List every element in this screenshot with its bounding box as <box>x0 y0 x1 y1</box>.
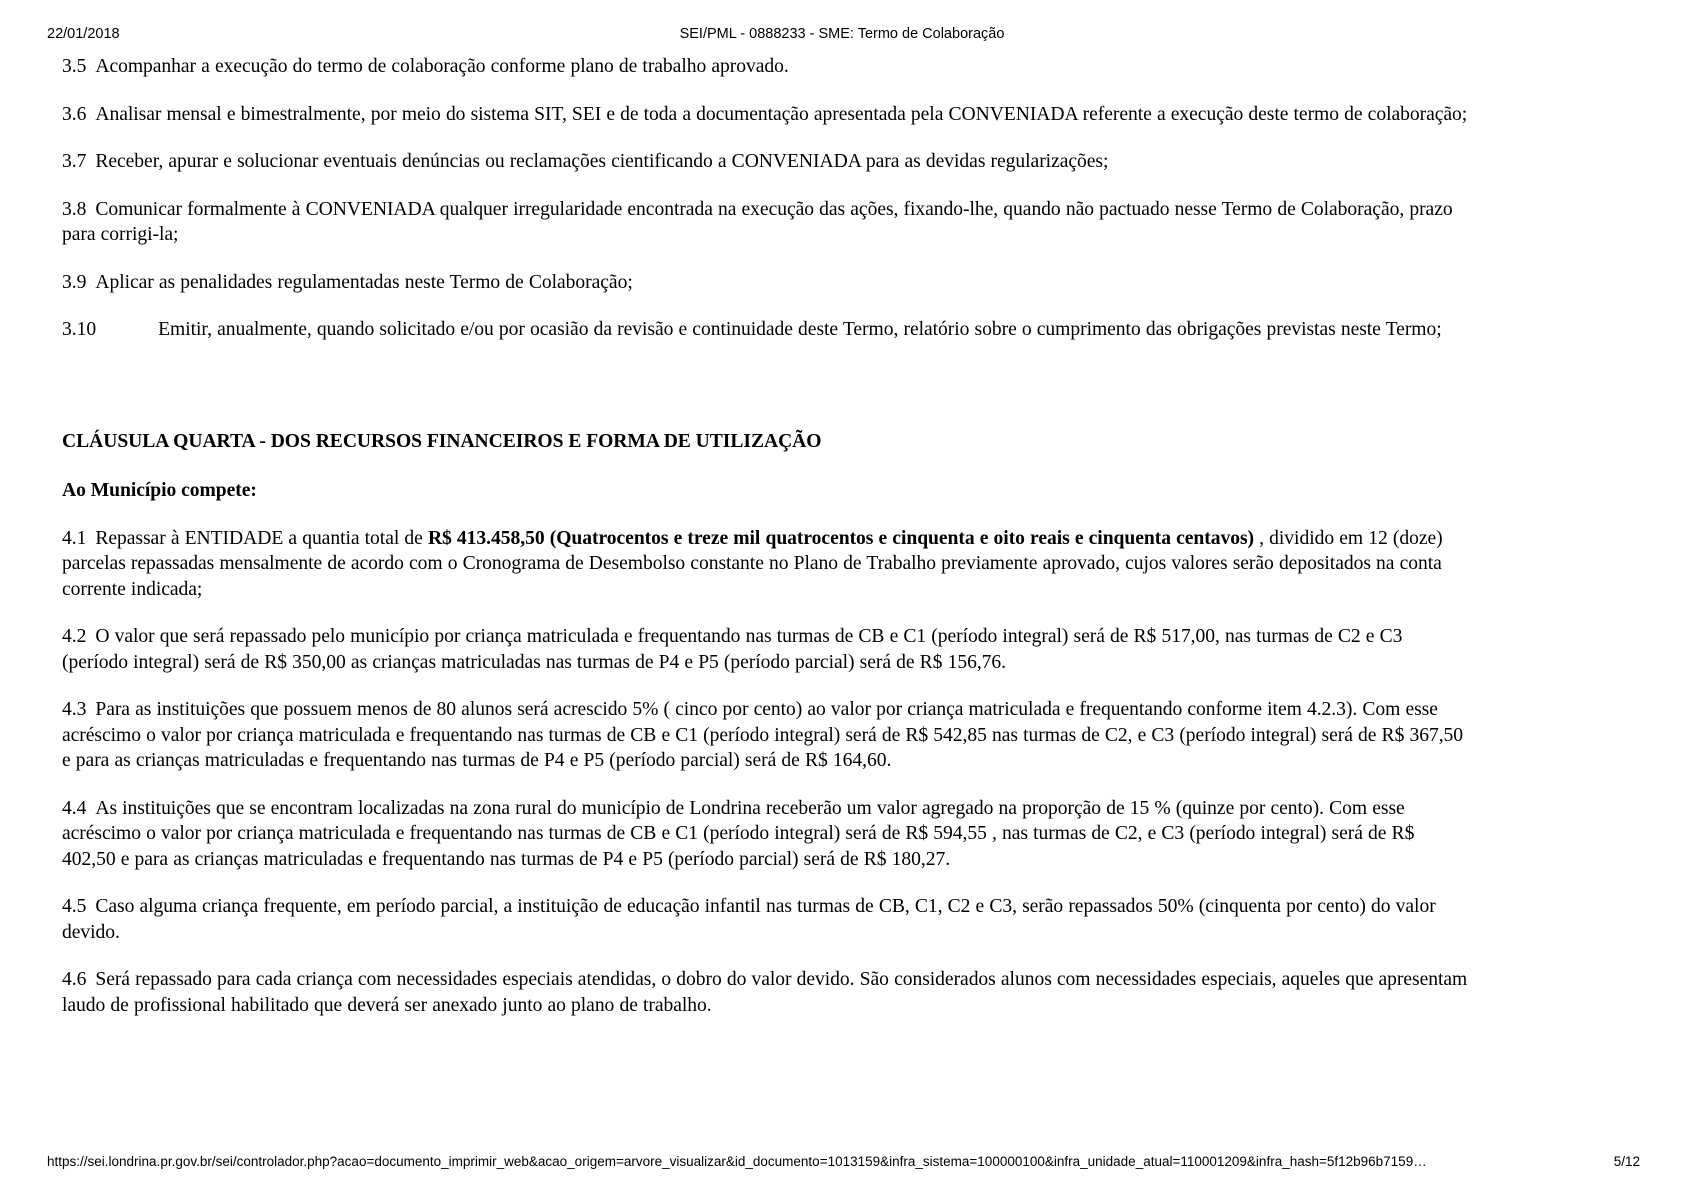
clause-item-4-3 <box>62 697 1470 774</box>
item-number: 3.9 <box>62 271 87 293</box>
sub-heading-municipio: Ao Município compete: <box>62 480 257 501</box>
item-text: Receber, apurar e solucionar eventuais denúncias ou reclamações cientificando a CONVENIADA para as devidas regularizações; <box>95 151 1109 172</box>
item-text: Para as instituições que possuem menos de 80 alunos será acrescido 5% ( cinco por cento) ao valor por criança matriculada e frequentando conforme item 4.2.3). Com esse acréscimo o valor por criança matriculada e frequentando nas turmas de CB e C1 (período integral) será de R$ 542,85 nas turmas de C2, e C3 (período integral) será de R$ 367,50 e para as crianças matriculadas e frequentando nas turmas de P4 e P5 (período parcial) será de R$ 164,60. <box>62 699 1464 771</box>
item-text: Analisar mensal e bimestralmente, por meio do sistema SIT, SEI e de toda a documentação apresentada pela CONVENIADA referente a execução deste termo de colaboração; <box>95 103 1468 125</box>
clause-quarta-heading: CLÁUSULA QUARTA - DOS RECURSOS FINANCEIROS E FORMA DE UTILIZAÇÃO <box>62 430 822 452</box>
print-footer <box>0 1152 1684 1172</box>
item-text-before: Repassar à ENTIDADE a quantia total de <box>95 527 428 549</box>
clause-item-4-2 <box>62 624 1470 675</box>
clause-item-3-6 <box>62 102 1470 128</box>
item-text: Caso alguma criança frequente, em período parcial, a instituição de educação infantil nas turmas de CB, C1, C2 e C3, serão repassados 50% (cinquenta por cento) do valor devido. <box>62 896 1436 943</box>
item-text: Aplicar as penalidades regulamentadas neste Termo de Colaboração; <box>95 271 633 293</box>
item-text-after: , dividido em 12 (doze) parcelas repassadas mensalmente de acordo com o Cronograma de Desembolso constante no Plano de Trabalho previamente aprovado, cujos valores serão depositados na conta corrente indicada; <box>62 527 1443 600</box>
item-number: 4.2 <box>62 626 87 647</box>
clause-item-3-8 <box>62 197 1470 248</box>
item-number: 3.8 <box>62 198 87 220</box>
document-content <box>62 54 1470 1018</box>
clause-item-3-10 <box>62 317 1470 343</box>
header-document-title: SEI/PML - 0888233 - SME: Termo de Colaboração <box>679 26 1005 42</box>
item-number: 4.3 <box>62 699 87 720</box>
item-text: O valor que será repassado pelo município por criança matriculada e frequentando nas turmas de CB e C1 (período integral) será de R$ 517,00, nas turmas de C2 e C3 (período integral) será de R$ 350,00 as crianças matriculadas nas turmas de P4 e P5 (período parcial) será de R$ 156,76. <box>62 626 1403 673</box>
clause-item-3-7 <box>62 149 1470 175</box>
item-number: 3.10 <box>62 319 97 340</box>
item-number: 4.1 <box>62 527 87 549</box>
item-number: 3.6 <box>62 103 87 125</box>
clause-item-4-4 <box>62 796 1470 873</box>
item-text: As instituições que se encontram localizadas na zona rural do município de Londrina receberão um valor agregado na proporção de 15 % (quinze por cento). Com esse acréscimo o valor por criança matriculada e frequentando nas turmas de CB e C1 (período integral) será de R$ 594,55 , nas turmas de C2, e C3 (período integral) será de R$ 402,50 e para as crianças matriculadas e frequentando nas turmas de P4 e P5 (período parcial) será de R$ 180,27. <box>62 797 1415 870</box>
item-text: Será repassado para cada criança com necessidades especiais atendidas, o dobro do valor devido. São considerados alunos com necessidades especiais, aqueles que apresentam laudo de profissional habilitado que deverá ser anexado junto ao plano de trabalho. <box>62 969 1468 1016</box>
clause-item-3-5 <box>62 54 1470 80</box>
clause-item-4-6 <box>62 967 1470 1018</box>
footer-page-number: 5/12 <box>1613 1154 1640 1169</box>
item-number: 4.6 <box>62 969 87 990</box>
item-number: 3.7 <box>62 151 87 172</box>
item-text: Acompanhar a execução do termo de colaboração conforme plano de trabalho aprovado. <box>95 56 789 77</box>
clause-item-3-9 <box>62 270 1470 296</box>
print-header <box>0 24 1684 44</box>
item-amount-bold: R$ 413.458,50 (Quatrocentos e treze mil quatrocentos e cinquenta e oito reais e cinquenta centavos) <box>427 527 1260 549</box>
header-date: 22/01/2018 <box>47 26 120 42</box>
clause-item-4-5 <box>62 894 1470 945</box>
footer-source-url: https://sei.londrina.pr.gov.br/sei/controlador.php?acao=documento_imprimir_web&acao_origem=arvore_visualizar&id_documento=1013159&infra_sistema=100000100&infra_unidade_atual=110001209&infra_hash=5f12b96b7159… <box>47 1154 1427 1169</box>
item-text: Comunicar formalmente à CONVENIADA qualquer irregularidade encontrada na execução das ações, fixando-lhe, quando não pactuado nesse Termo de Colaboração, prazo para corrigi-la; <box>62 198 1453 245</box>
item-number: 4.5 <box>62 896 87 917</box>
item-number: 4.4 <box>62 797 87 819</box>
clause-item-4-1 <box>62 526 1470 603</box>
section-spacer <box>62 365 1470 429</box>
item-number: 3.5 <box>62 56 87 77</box>
item-text: Emitir, anualmente, quando solicitado e/ou por ocasião da revisão e continuidade deste Termo, relatório sobre o cumprimento das obrigações previstas neste Termo; <box>158 319 1442 340</box>
